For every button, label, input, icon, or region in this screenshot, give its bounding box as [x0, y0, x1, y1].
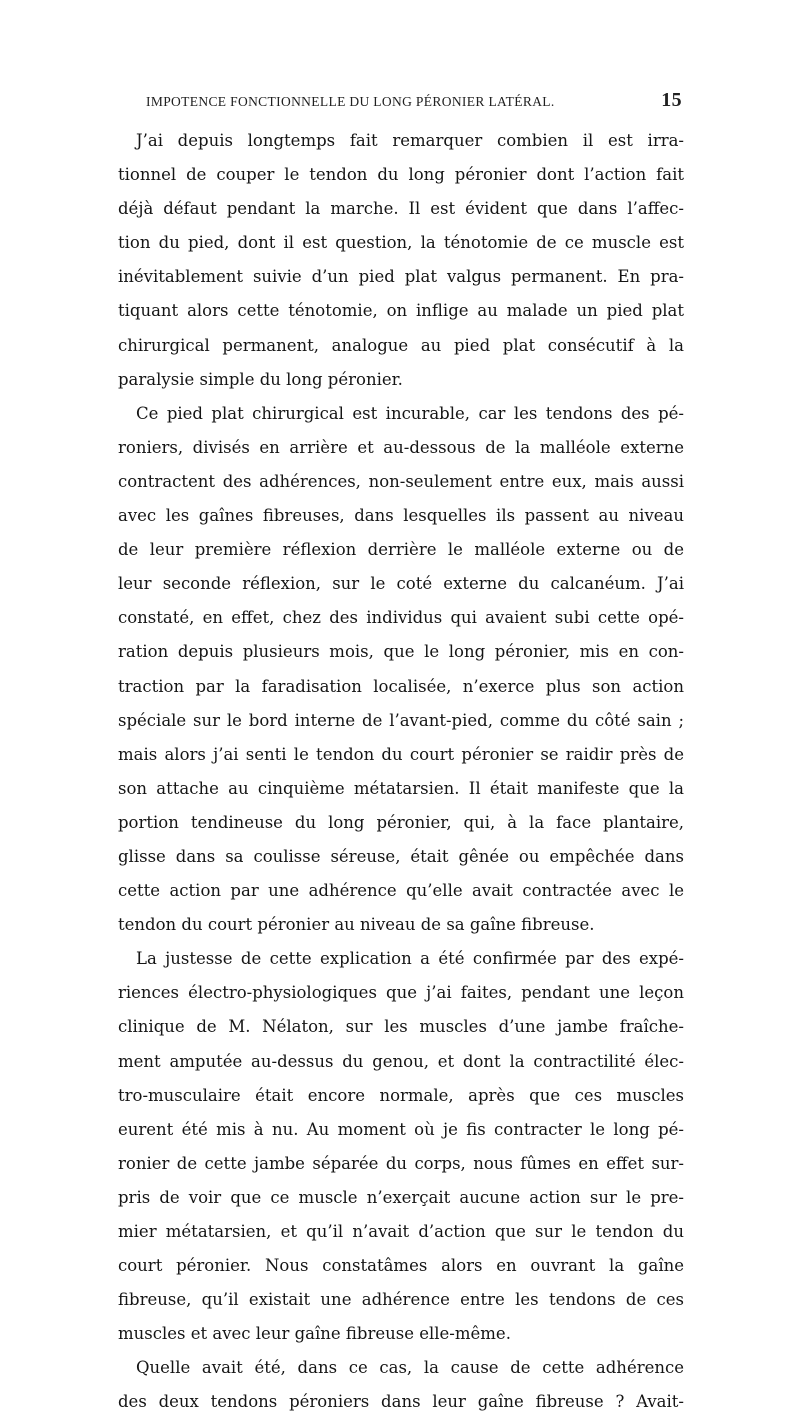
text-line: contractent des adhérences, non-seulement entre eux, mais aussi	[118, 471, 684, 491]
text-line: paralysie simple du long péronier.	[118, 369, 403, 389]
text-line: ration depuis plusieurs mois, que le long péronier, mis en con-	[118, 642, 684, 662]
text-line: ment amputée au-dessus du genou, et dont la contractilité élec-	[118, 1051, 684, 1071]
text-line: eurent été mis à nu. Au moment où je fis contracter le long pé-	[118, 1119, 684, 1139]
paragraph-1	[118, 124, 684, 397]
text-line: roniers, divisés en arrière et au-dessous de la malléole externe	[118, 437, 684, 457]
text-line: avec les gaînes fibreuses, dans lesquelles ils passent au niveau	[118, 506, 684, 526]
text-line: Quelle avait été, dans ce cas, la cause de cette adhérence	[136, 1358, 684, 1378]
text-line: mier métatarsien, et qu’il n’avait d’action que sur le tendon du	[118, 1222, 684, 1241]
text-line: tendon du court péronier au niveau de sa gaîne fibreuse.	[118, 915, 595, 935]
paragraph-2	[118, 397, 684, 943]
text-line: tiquant alors cette ténotomie, on inflige au malade un pied plat	[118, 301, 684, 321]
text-line: fibreuse, qu’il existait une adhérence entre les tendons de ces	[118, 1290, 684, 1310]
text-line: muscles et avec leur gaîne fibreuse elle-même.	[118, 1324, 511, 1344]
text-line: leur seconde réflexion, sur le coté externe du calcanéum. J’ai	[118, 574, 684, 594]
text-line: tionnel de couper le tendon du long péronier dont l’action fait	[118, 165, 684, 185]
text-line: J’ai depuis longtemps fait remarquer combien il est irra-	[136, 131, 684, 150]
text-line: cette action par une adhérence qu’elle avait contractée avec le	[118, 881, 684, 901]
body-text	[118, 124, 684, 1420]
paragraph-3	[118, 942, 684, 1351]
text-line: son attache au cinquième métatarsien. Il était manifeste que la	[118, 778, 684, 798]
text-line: Ce pied plat chirurgical est incurable, car les tendons des pé-	[136, 403, 684, 423]
running-head	[116, 89, 682, 116]
text-line: clinique de M. Nélaton, sur les muscles d’une jambe fraîche-	[118, 1017, 684, 1037]
text-line: de leur première réflexion derrière le malléole externe ou de	[118, 540, 684, 560]
text-line: spéciale sur le bord interne de l’avant-pied, comme du côté sain ;	[118, 710, 684, 730]
text-line: glisse dans sa coulisse séreuse, était gênée ou empêchée dans	[118, 846, 684, 866]
running-head-title: IMPOTENCE FONCTIONNELLE DU LONG PÉRONIER LATÉRAL.	[146, 94, 555, 109]
text-line: chirurgical permanent, analogue au pied plat consécutif à la	[118, 335, 684, 355]
paragraph-4	[118, 1351, 684, 1419]
text-line: inévitablement suivie d’un pied plat valgus permanent. En pra-	[118, 267, 684, 287]
text-line: traction par la faradisation localisée, n’exerce plus son action	[118, 676, 684, 696]
text-line: des deux tendons péroniers dans leur gaîne fibreuse ? Avait-	[118, 1392, 684, 1412]
page-number: 15	[661, 89, 682, 111]
text-line: pris de voir que ce muscle n’exerçait aucune action sur le pre-	[118, 1187, 684, 1207]
text-line: tro-musculaire était encore normale, après que ces muscles	[118, 1085, 684, 1105]
text-line: déjà défaut pendant la marche. Il est évident que dans l’affec-	[118, 199, 684, 219]
text-line: La justesse de cette explication a été confirmée par des expé-	[136, 949, 684, 969]
text-line: riences électro-physiologiques que j’ai faites, pendant une leçon	[118, 983, 684, 1003]
text-line: ronier de cette jambe séparée du corps, nous fûmes en effet sur-	[118, 1153, 684, 1173]
text-line: mais alors j’ai senti le tendon du court péronier se raidir près de	[118, 744, 684, 764]
text-line: court péronier. Nous constatâmes alors en ouvrant la gaîne	[118, 1256, 684, 1276]
text-line: portion tendineuse du long péronier, qui, à la face plantaire,	[118, 812, 684, 832]
text-line: constaté, en effet, chez des individus qui avaient subi cette opé-	[118, 608, 684, 628]
text-line: tion du pied, dont il est question, la ténotomie de ce muscle est	[118, 233, 684, 253]
